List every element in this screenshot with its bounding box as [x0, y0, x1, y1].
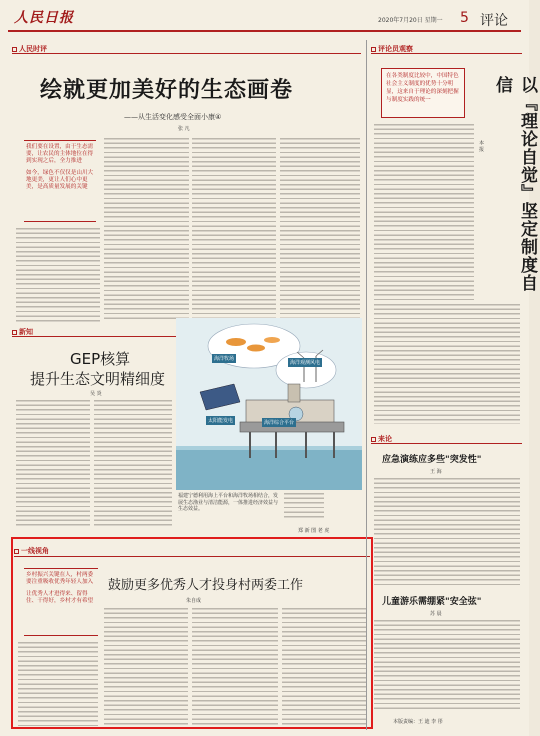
pull-quote-box [24, 140, 96, 222]
article-text-column [374, 124, 474, 300]
illustration-caption: 福建宁德利用海上平台和海洋牧场相结合，发展生态渔业与清洁能源，一体推进经济效益与生态效益。 [178, 493, 279, 512]
section-rule [12, 53, 361, 54]
section-label-xin-zhi: 新知 [12, 327, 33, 337]
section-label-lai-lun: 来论 [371, 434, 392, 444]
offshore-platform-illustration [176, 318, 362, 490]
headline-gep-line2: 提升生态文明精细度 [30, 370, 166, 388]
section-rule [371, 53, 522, 54]
dateline: 2020年7月20日 星期一 [378, 17, 443, 24]
article-text-column [104, 138, 189, 322]
page-editor-credit: 本版责编：王 迪 李 彤 [393, 719, 443, 725]
page-section-label: 评论 [480, 13, 508, 29]
author-lilun: 本 报 [478, 140, 484, 152]
headline-yingji-yanlian: 应急演练应多些"突发性" [382, 455, 482, 465]
headline-shengtai-huajuan: 绘就更加美好的生态画卷 [40, 78, 294, 103]
article-text-column [16, 400, 90, 526]
article-text-column [374, 478, 520, 588]
article-text-column [374, 620, 520, 712]
byline-yingji: 王 海 [430, 469, 442, 475]
masthead [8, 6, 521, 32]
section-square-icon [371, 47, 376, 52]
illustration-credit: 郑 新 图 老 虎 [298, 528, 330, 534]
article-text-column [16, 228, 100, 322]
illus-label: 太阳能发电 [208, 418, 234, 424]
illustration-offshore-platform [176, 318, 362, 490]
section-label-yixian-shijiao: 一线视角 [14, 546, 49, 556]
headline-cun-liangwei: 鼓励更多优秀人才投身村两委工作 [108, 578, 304, 593]
article-text-column [192, 138, 276, 322]
byline-cun-liangwei: 朱自成 [186, 598, 202, 604]
pull-quote: 如今，绿色不仅仅是山川大地更美，更让人们心中更美，是高质量发展的关键 [26, 170, 94, 190]
section-square-icon [12, 330, 17, 335]
article-text-column [94, 400, 172, 526]
section-label-renmin-shiping: 人民时评 [12, 44, 47, 54]
article-text-column [280, 138, 360, 322]
column-divider [366, 40, 367, 730]
section-square-icon [371, 437, 376, 442]
illus-label: 海洋观测风电 [290, 360, 321, 366]
subhead-shengtai: ——从生活变化感受全面小康④ [124, 113, 222, 121]
pull-quote: 乡村振兴关键在人，村两委要注重吸收优秀年轻人加入 [26, 572, 94, 585]
byline-gep: 吴 炎 [90, 391, 102, 397]
section-label-pinglun-guancha: 评论员观察 [371, 44, 413, 54]
illus-label: 海洋牧场 [214, 356, 235, 362]
caption-text [284, 493, 324, 519]
section-square-icon [12, 47, 17, 52]
pull-quote: 让优秀人才进得来、留得住、干得好，乡村才有希望 [26, 591, 94, 604]
byline-ertong: 苏 晨 [430, 611, 442, 617]
pull-quote-box-red: 在各类制度比较中，中国特色社会主义制度的优势十分明显，这来自于理论的深刻把握与制度实践的统一 [381, 68, 465, 118]
headline-lilun-zijue: 以『理论自觉』坚定制度自信 [492, 76, 537, 292]
highlight-box-yixian [11, 537, 373, 729]
byline-shengtai: 张 凡 [178, 126, 190, 132]
illus-label: 海洋综合平台 [264, 420, 295, 426]
newspaper-logo: 人民日报 [14, 10, 74, 26]
pull-quote: 我们要在设置，由于生态需要，让农民的主体地位在得到实现之后，全力推进 [26, 144, 94, 164]
article-text-column [374, 304, 520, 424]
headline-gep-line1: GEP核算 [70, 350, 131, 368]
section-rule [371, 443, 522, 444]
headline-ertong-youle: 儿童游乐需绷紧"安全弦" [382, 597, 482, 607]
page-number: 5 [460, 10, 469, 26]
